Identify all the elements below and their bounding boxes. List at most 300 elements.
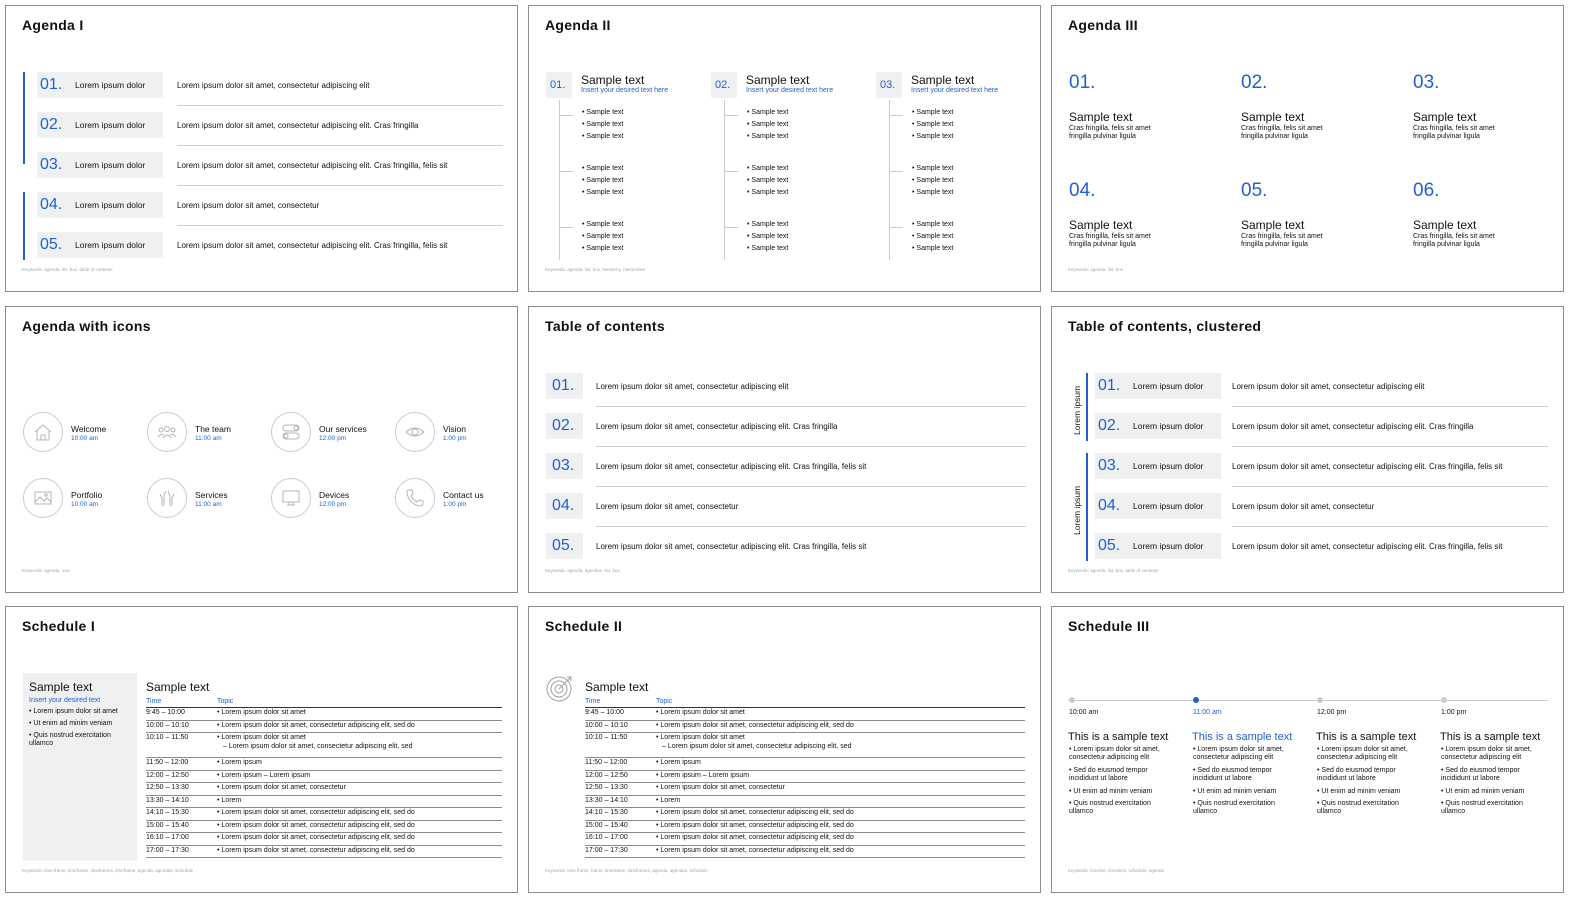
agenda-item-label: The team	[195, 424, 231, 434]
tree-bullet: • Sample text	[912, 109, 954, 116]
slide-schedule-1[interactable]	[5, 606, 518, 893]
toc-number: 01.	[552, 377, 575, 394]
slide-title: Agenda with icons	[22, 318, 151, 334]
slide-title: Schedule III	[1068, 618, 1150, 634]
tree-branch	[724, 115, 738, 116]
agenda-description: Lorem ipsum dolor sit amet, consectetur	[177, 201, 320, 210]
slide-title: Agenda II	[545, 17, 611, 33]
row-rule	[146, 857, 502, 858]
tree-bullet: • Sample text	[747, 109, 789, 116]
timeline-line	[1068, 700, 1548, 701]
tree-branch	[559, 115, 573, 116]
agenda-item-label: Services	[195, 490, 228, 500]
slide-agenda-3[interactable]	[1051, 5, 1564, 292]
tree-branch	[559, 227, 573, 228]
toc-number: 05.	[1098, 537, 1121, 554]
schedule-time: 9:45 – 10:00	[146, 709, 185, 716]
row-rule	[585, 820, 1025, 821]
agenda-label: Lorem ipsum dolor	[75, 160, 146, 170]
timeline-bullet: • Quis nostrud exercitation ullamco	[1441, 800, 1523, 815]
header-rule	[146, 707, 502, 708]
schedule-topic: • Lorem ipsum dolor sit amet, consectetur adipiscing elit, sed do	[217, 846, 415, 854]
schedule-time: 14:10 – 15:30	[585, 809, 628, 816]
toc-entry: Lorem ipsum dolor sit amet, consectetur adipiscing elit. Cras fringilla	[1232, 422, 1474, 431]
column-tree-line	[559, 100, 560, 260]
agenda-number: 04.	[1069, 180, 1096, 201]
tree-bullet: • Sample text	[912, 221, 954, 228]
toc-entry: Lorem ipsum dolor sit amet, consectetur adipiscing elit. Cras fringilla, felis sit	[1232, 462, 1503, 471]
timeline-bullet: • Lorem ipsum dolor sit amet, consectetur adipiscing elit	[1193, 746, 1284, 761]
schedule-time: 17:00 – 17:30	[146, 846, 189, 854]
column-heading: Sample text	[581, 73, 645, 87]
row-divider	[1232, 406, 1548, 407]
agenda-description: Lorem ipsum dolor sit amet, consectetur adipiscing elit	[177, 81, 370, 90]
column-heading: Sample text	[746, 73, 810, 87]
row-rule	[146, 757, 502, 758]
timeline-bullet: • Sed do eiusmod tempor incididunt ut labore	[1441, 767, 1520, 782]
agenda-number-box	[37, 192, 163, 218]
tree-bullet: • Sample text	[747, 121, 789, 128]
row-rule	[585, 807, 1025, 808]
schedule-heading: Sample text	[146, 680, 210, 694]
slide-footer: Keywords: time frame, timeframe, timeframes, timeframe, agenda, agendas, schedule	[22, 868, 194, 873]
cluster-bar	[1086, 453, 1088, 561]
column-number: 02.	[715, 79, 731, 91]
agenda-item-label: Portfolio	[71, 490, 103, 500]
toc-entry: Lorem ipsum dolor sit amet, consectetur adipiscing elit. Cras fringilla	[596, 422, 838, 431]
tree-bullet: • Sample text	[747, 165, 789, 172]
agenda-item-time: 10:00 am	[71, 435, 99, 442]
agenda-description: Cras fringilla, felis sit amet fringilla pulvinar ligula	[1069, 233, 1151, 248]
row-rule	[146, 770, 502, 771]
row-rule	[146, 795, 502, 796]
row-rule	[146, 720, 502, 721]
toc-label: Lorem ipsum dolor	[1133, 461, 1204, 471]
panel-subheading: Insert your desired text	[29, 697, 101, 704]
agenda-number: 05.	[40, 236, 63, 253]
schedule-topic: • Lorem ipsum dolor sit amet, consectetur adipiscing elit, sed do	[656, 809, 854, 816]
row-divider	[177, 105, 503, 106]
timeline-bullet: • Sed do eiusmod tempor incididunt ut labore	[1193, 767, 1272, 782]
schedule-time: 12:00 – 12:50	[146, 771, 189, 779]
schedule-topic: • Lorem ipsum dolor sit amet	[656, 709, 745, 716]
tree-bullet: • Sample text	[582, 177, 624, 184]
toc-entry: Lorem ipsum dolor sit amet, consectetur adipiscing elit. Cras fringilla, felis sit	[596, 542, 867, 551]
agenda-number-box	[37, 112, 163, 138]
schedule-topic: • Lorem ipsum dolor sit amet, consectetur adipiscing elit, sed do	[656, 821, 854, 829]
toc-entry: Lorem ipsum dolor sit amet, consectetur	[596, 502, 739, 511]
timeline-bullet: • Lorem ipsum dolor sit amet, consectetur adipiscing elit	[1069, 746, 1160, 761]
tree-bullet: • Sample text	[582, 233, 624, 240]
agenda-item-time: 11:00 am	[195, 501, 222, 508]
agenda-item-time: 1:00 pm	[443, 435, 467, 442]
tree-bullet: • Sample text	[747, 221, 789, 228]
image-icon	[23, 478, 63, 518]
schedule-time: 10:10 – 11:50	[146, 734, 189, 741]
agenda-number: 03.	[1413, 72, 1440, 93]
tree-bullet: • Sample text	[747, 245, 789, 252]
agenda-heading: Sample text	[1241, 110, 1305, 124]
home-icon	[23, 412, 63, 452]
col-time-header: Time	[585, 698, 601, 705]
tree-bullet: • Sample text	[912, 189, 954, 196]
agenda-item-time: 10:00 am	[71, 501, 99, 508]
column-tree-line	[724, 100, 725, 260]
toc-entry: Lorem ipsum dolor sit amet, consectetur adipiscing elit. Cras fringilla, felis sit	[596, 462, 867, 471]
agenda-item-label: Devices	[319, 490, 350, 500]
agenda-description: Cras fringilla, felis sit amet fringilla pulvinar ligula	[1241, 125, 1323, 140]
agenda-item-time: 11:00 am	[195, 435, 222, 442]
agenda-description: Cras fringilla, felis sit amet fringilla pulvinar ligula	[1413, 233, 1495, 248]
tree-bullet: • Sample text	[912, 121, 954, 128]
schedule-topic: • Lorem ipsum	[656, 759, 701, 766]
toc-number: 02.	[552, 417, 575, 434]
row-divider	[1232, 486, 1548, 487]
schedule-time: 12:00 – 12:50	[585, 771, 628, 779]
col-topic-header: Topic	[656, 698, 673, 705]
timeline-time: 10:00 am	[1069, 709, 1099, 716]
timeline-time: 12:00 pm	[1317, 709, 1347, 716]
toc-number: 04.	[1098, 497, 1121, 514]
toc-number-box	[1095, 453, 1221, 479]
accent-bar	[23, 72, 25, 164]
agenda-number: 03.	[40, 156, 63, 173]
timeline-time: 1:00 pm	[1441, 709, 1467, 716]
schedule-time: 17:00 – 17:30	[585, 846, 628, 854]
agenda-number-box	[37, 152, 163, 178]
toc-number-box	[546, 533, 583, 559]
agenda-heading: Sample text	[1069, 110, 1133, 124]
agenda-item-label: Welcome	[71, 424, 107, 434]
row-rule	[585, 720, 1025, 721]
toc-label: Lorem ipsum dolor	[1133, 541, 1204, 551]
timeline-dot	[1317, 697, 1323, 703]
agenda-item-label: Vision	[443, 424, 466, 434]
schedule-topic: • Lorem ipsum – Lorem ipsum	[217, 771, 311, 779]
tree-branch	[889, 115, 903, 116]
schedule-topic: • Lorem	[656, 796, 681, 804]
row-rule	[585, 845, 1025, 846]
timeline-bullet: • Lorem ipsum dolor sit amet, consectetur adipiscing elit	[1317, 746, 1408, 761]
timeline-bullet: • Quis nostrud exercitation ullamco	[1069, 800, 1151, 815]
monitor-icon	[271, 478, 311, 518]
slide-title: Agenda III	[1068, 17, 1138, 33]
toc-number-box	[546, 373, 583, 399]
toc-number-box	[546, 493, 583, 519]
schedule-topic: • Lorem ipsum – Lorem ipsum	[656, 771, 750, 779]
phone-icon	[395, 478, 435, 518]
column-number-box	[546, 72, 572, 98]
tree-branch	[724, 227, 738, 228]
tree-branch	[724, 171, 738, 172]
tree-bullet: • Sample text	[912, 245, 954, 252]
row-rule	[146, 820, 502, 821]
toc-number-box	[546, 453, 583, 479]
slide-agenda-icons[interactable]	[5, 306, 518, 593]
timeline-heading: This is a sample text	[1440, 731, 1541, 743]
timeline-heading: This is a sample text	[1316, 731, 1417, 743]
accent-bar	[23, 192, 25, 260]
schedule-time: 9:45 – 10:00	[585, 709, 624, 716]
slide-footer: Keywords: agenda, agendas, list, box	[545, 568, 620, 573]
schedule-topic: • Lorem ipsum dolor sit amet, consectetur adipiscing elit, sed do	[656, 721, 854, 729]
toc-entry: Lorem ipsum dolor sit amet, consectetur	[1232, 502, 1375, 511]
schedule-topic: • Lorem ipsum dolor sit amet	[656, 734, 745, 741]
timeline-bullet: • Sed do eiusmod tempor incididunt ut labore	[1317, 767, 1396, 782]
schedule-topic: • Lorem	[217, 796, 242, 804]
agenda-number: 02.	[40, 116, 63, 133]
tree-bullet: • Sample text	[912, 233, 954, 240]
schedule-subtopic: – Lorem ipsum dolor sit amet, consectetur adipiscing elit, sed	[223, 743, 413, 750]
toc-entry: Lorem ipsum dolor sit amet, consectetur adipiscing elit	[596, 382, 789, 391]
agenda-number: 02.	[1241, 72, 1268, 93]
agenda-heading: Sample text	[1241, 218, 1305, 232]
toggle-icon	[271, 412, 311, 452]
agenda-number: 06.	[1413, 180, 1440, 201]
col-time-header: Time	[146, 698, 162, 705]
slide-schedule-2[interactable]	[528, 606, 1041, 893]
target-icon	[545, 673, 575, 703]
row-divider	[596, 446, 1026, 447]
slide-footer: Keywords: timeline, timelines, schedule, agenda	[1068, 868, 1165, 873]
schedule-time: 12:50 – 13:30	[585, 784, 628, 791]
slide-title: Schedule I	[22, 618, 96, 634]
agenda-item-time: 1:00 pm	[443, 501, 467, 508]
row-divider	[596, 526, 1026, 527]
schedule-time: 13:30 – 14:10	[585, 796, 628, 804]
agenda-description: Cras fringilla, felis sit amet fringilla pulvinar ligula	[1413, 125, 1495, 140]
row-rule	[146, 782, 502, 783]
tree-branch	[889, 171, 903, 172]
tree-branch	[889, 227, 903, 228]
hands-icon	[147, 478, 187, 518]
slide-footer: Keywords: agenda, list, box, table of contents	[22, 267, 113, 272]
tree-bullet: • Sample text	[912, 177, 954, 184]
schedule-topic: • Lorem ipsum dolor sit amet, consectetur adipiscing elit, sed do	[217, 721, 415, 729]
tree-bullet: • Sample text	[747, 189, 789, 196]
toc-entry: Lorem ipsum dolor sit amet, consectetur adipiscing elit. Cras fringilla, felis sit	[1232, 542, 1503, 551]
panel-bullet: • Lorem ipsum dolor sit amet	[29, 708, 118, 715]
schedule-heading: Sample text	[585, 680, 649, 694]
timeline-dot	[1193, 697, 1199, 703]
schedule-time: 16:10 – 17:00	[146, 834, 189, 841]
timeline-bullet: • Ut enim ad minim veniam	[1441, 788, 1525, 795]
toc-number: 02.	[1098, 417, 1121, 434]
toc-label: Lorem ipsum dolor	[1133, 421, 1204, 431]
schedule-time: 11:50 – 12:00	[585, 759, 628, 766]
schedule-topic: • Lorem ipsum dolor sit amet	[217, 709, 306, 716]
agenda-number-box	[37, 232, 163, 258]
column-number-box	[711, 72, 737, 98]
schedule-time: 11:50 – 12:00	[146, 759, 189, 766]
team-icon	[147, 412, 187, 452]
slide-title: Table of contents	[545, 318, 665, 334]
row-rule	[146, 832, 502, 833]
agenda-description: Lorem ipsum dolor sit amet, consectetur adipiscing elit. Cras fringilla, felis sit	[177, 161, 448, 170]
timeline-bullet: • Ut enim ad minim veniam	[1193, 788, 1277, 795]
slide-title: Schedule II	[545, 618, 623, 634]
toc-number-box	[1095, 413, 1221, 439]
schedule-time: 15:00 – 15:40	[146, 821, 189, 829]
timeline-heading: This is a sample text	[1068, 731, 1169, 743]
eye-icon	[395, 412, 435, 452]
tree-bullet: • Sample text	[582, 245, 624, 252]
header-rule	[585, 707, 1025, 708]
cluster-bar	[1086, 373, 1088, 441]
schedule-time: 13:30 – 14:10	[146, 796, 189, 804]
agenda-description: Cras fringilla, felis sit amet fringilla pulvinar ligula	[1069, 125, 1151, 140]
agenda-number: 01.	[40, 76, 63, 93]
column-number-box	[876, 72, 902, 98]
timeline-bullet: • Sed do eiusmod tempor incididunt ut labore	[1069, 767, 1148, 782]
tree-bullet: • Sample text	[912, 133, 954, 140]
tree-bullet: • Sample text	[912, 165, 954, 172]
slide-title: Table of contents, clustered	[1068, 318, 1262, 334]
schedule-time: 14:10 – 15:30	[146, 809, 189, 816]
schedule-topic: • Lorem ipsum	[217, 759, 262, 766]
agenda-label: Lorem ipsum dolor	[75, 200, 146, 210]
timeline-time: 11:00 am	[1193, 709, 1222, 716]
timeline-dot	[1441, 697, 1447, 703]
schedule-topic: • Lorem ipsum dolor sit amet, consectetur adipiscing elit, sed do	[217, 821, 415, 829]
row-divider	[596, 406, 1026, 407]
schedule-topic: • Lorem ipsum dolor sit amet, consectetur adipiscing elit, sed do	[217, 809, 415, 816]
tree-bullet: • Sample text	[582, 221, 624, 228]
timeline-bullet: • Ut enim ad minim veniam	[1317, 788, 1401, 795]
row-rule	[585, 770, 1025, 771]
agenda-item-time: 12:00 pm	[319, 435, 347, 442]
tree-bullet: • Sample text	[582, 133, 624, 140]
toc-number: 04.	[552, 497, 575, 514]
cluster-label: Lorem ipsum	[1072, 385, 1082, 435]
tree-bullet: • Sample text	[747, 133, 789, 140]
panel-bullet: • Quis nostrud exercitation ullamco	[29, 732, 111, 747]
toc-number: 05.	[552, 537, 575, 554]
tree-bullet: • Sample text	[582, 189, 624, 196]
timeline-heading: This is a sample text	[1192, 731, 1293, 743]
timeline-bullet: • Quis nostrud exercitation ullamco	[1193, 800, 1275, 815]
agenda-label: Lorem ipsum dolor	[75, 240, 146, 250]
toc-number-box	[1095, 493, 1221, 519]
side-panel	[23, 673, 137, 861]
row-rule	[146, 807, 502, 808]
toc-label: Lorem ipsum dolor	[1133, 381, 1204, 391]
slide-footer: Keywords: agenda, list, box, hierarchy, hierarchies	[545, 267, 646, 272]
slide-title: Agenda I	[22, 17, 84, 33]
agenda-description: Lorem ipsum dolor sit amet, consectetur adipiscing elit. Cras fringilla, felis sit	[177, 241, 448, 250]
column-number: 03.	[880, 79, 896, 91]
cluster-label: Lorem ipsum	[1072, 485, 1082, 535]
toc-number-box	[1095, 373, 1221, 399]
row-rule	[585, 732, 1025, 733]
schedule-topic: • Lorem ipsum dolor sit amet, consectetur adipiscing elit, sed do	[656, 834, 854, 841]
agenda-item-time: 12:00 pm	[319, 501, 347, 508]
agenda-item-label: Our services	[319, 424, 367, 434]
col-topic-header: Topic	[217, 698, 234, 705]
row-rule	[585, 857, 1025, 858]
tree-bullet: • Sample text	[582, 121, 624, 128]
row-rule	[585, 782, 1025, 783]
row-divider	[1232, 446, 1548, 447]
schedule-time: 12:50 – 13:30	[146, 784, 189, 791]
row-rule	[585, 832, 1025, 833]
tree-bullet: • Sample text	[747, 177, 789, 184]
timeline-bullet: • Lorem ipsum dolor sit amet, consectetur adipiscing elit	[1441, 746, 1532, 761]
row-rule	[146, 732, 502, 733]
schedule-time: 15:00 – 15:40	[585, 821, 628, 829]
column-subheading: Insert your desired text here	[581, 87, 669, 94]
toc-number-box	[546, 413, 583, 439]
agenda-label: Lorem ipsum dolor	[75, 80, 146, 90]
column-number: 01.	[550, 79, 566, 91]
slide-footer: Keywords: agenda, list, box, table of contents	[1068, 568, 1159, 573]
slide-footer: Keywords: agenda, list, box	[1068, 267, 1124, 272]
toc-number-box	[1095, 533, 1221, 559]
agenda-number-box	[37, 72, 163, 98]
schedule-topic: • Lorem ipsum dolor sit amet	[217, 734, 306, 741]
toc-entry: Lorem ipsum dolor sit amet, consectetur adipiscing elit	[1232, 382, 1425, 391]
toc-number: 03.	[1098, 457, 1121, 474]
agenda-description: Lorem ipsum dolor sit amet, consectetur adipiscing elit. Cras fringilla	[177, 121, 419, 130]
row-divider	[177, 145, 503, 146]
row-rule	[146, 845, 502, 846]
timeline-dot	[1069, 697, 1075, 703]
column-heading: Sample text	[911, 73, 975, 87]
slide-footer: Keywords: time frame, frame, timeframe, timeframes, agenda, agendas, schedule	[545, 868, 708, 873]
row-divider	[596, 486, 1026, 487]
schedule-time: 10:00 – 10:10	[146, 721, 189, 729]
agenda-number: 05.	[1241, 180, 1268, 201]
panel-bullet: • Ut enim ad minim veniam	[29, 720, 113, 727]
schedule-topic: • Lorem ipsum dolor sit amet, consectetur	[656, 784, 785, 791]
tree-branch	[559, 171, 573, 172]
schedule-time: 10:00 – 10:10	[585, 721, 628, 729]
row-rule	[585, 795, 1025, 796]
row-rule	[585, 757, 1025, 758]
schedule-time: 10:10 – 11:50	[585, 734, 628, 741]
agenda-description: Cras fringilla, felis sit amet fringilla pulvinar ligula	[1241, 233, 1323, 248]
row-divider	[177, 225, 503, 226]
row-divider	[177, 185, 503, 186]
agenda-item-label: Contact us	[443, 490, 484, 500]
toc-number: 03.	[552, 457, 575, 474]
schedule-subtopic: – Lorem ipsum dolor sit amet, consectetur adipiscing elit, sed	[662, 743, 852, 750]
agenda-label: Lorem ipsum dolor	[75, 120, 146, 130]
agenda-heading: Sample text	[1413, 218, 1477, 232]
tree-bullet: • Sample text	[747, 233, 789, 240]
slide-toc-clustered[interactable]	[1051, 306, 1564, 593]
toc-label: Lorem ipsum dolor	[1133, 501, 1204, 511]
slide-schedule-3[interactable]	[1051, 606, 1564, 893]
agenda-heading: Sample text	[1413, 110, 1477, 124]
column-subheading: Insert your desired text here	[746, 87, 834, 94]
column-subheading: Insert your desired text here	[911, 87, 999, 94]
timeline-bullet: • Ut enim ad minim veniam	[1069, 788, 1153, 795]
slide-agenda-1[interactable]	[5, 5, 518, 292]
tree-bullet: • Sample text	[582, 165, 624, 172]
row-divider	[1232, 526, 1548, 527]
slide-agenda-2[interactable]	[528, 5, 1041, 292]
slide-table-of-contents[interactable]	[528, 306, 1041, 593]
schedule-topic: • Lorem ipsum dolor sit amet, consectetur adipiscing elit, sed do	[217, 834, 415, 841]
timeline-bullet: • Quis nostrud exercitation ullamco	[1317, 800, 1399, 815]
schedule-topic: • Lorem ipsum dolor sit amet, consectetur adipiscing elit, sed do	[656, 846, 854, 854]
schedule-time: 16:10 – 17:00	[585, 834, 628, 841]
agenda-heading: Sample text	[1069, 218, 1133, 232]
agenda-number: 04.	[40, 196, 63, 213]
agenda-number: 01.	[1069, 72, 1096, 93]
slide-footer: Keywords: agenda, icon	[22, 568, 71, 573]
